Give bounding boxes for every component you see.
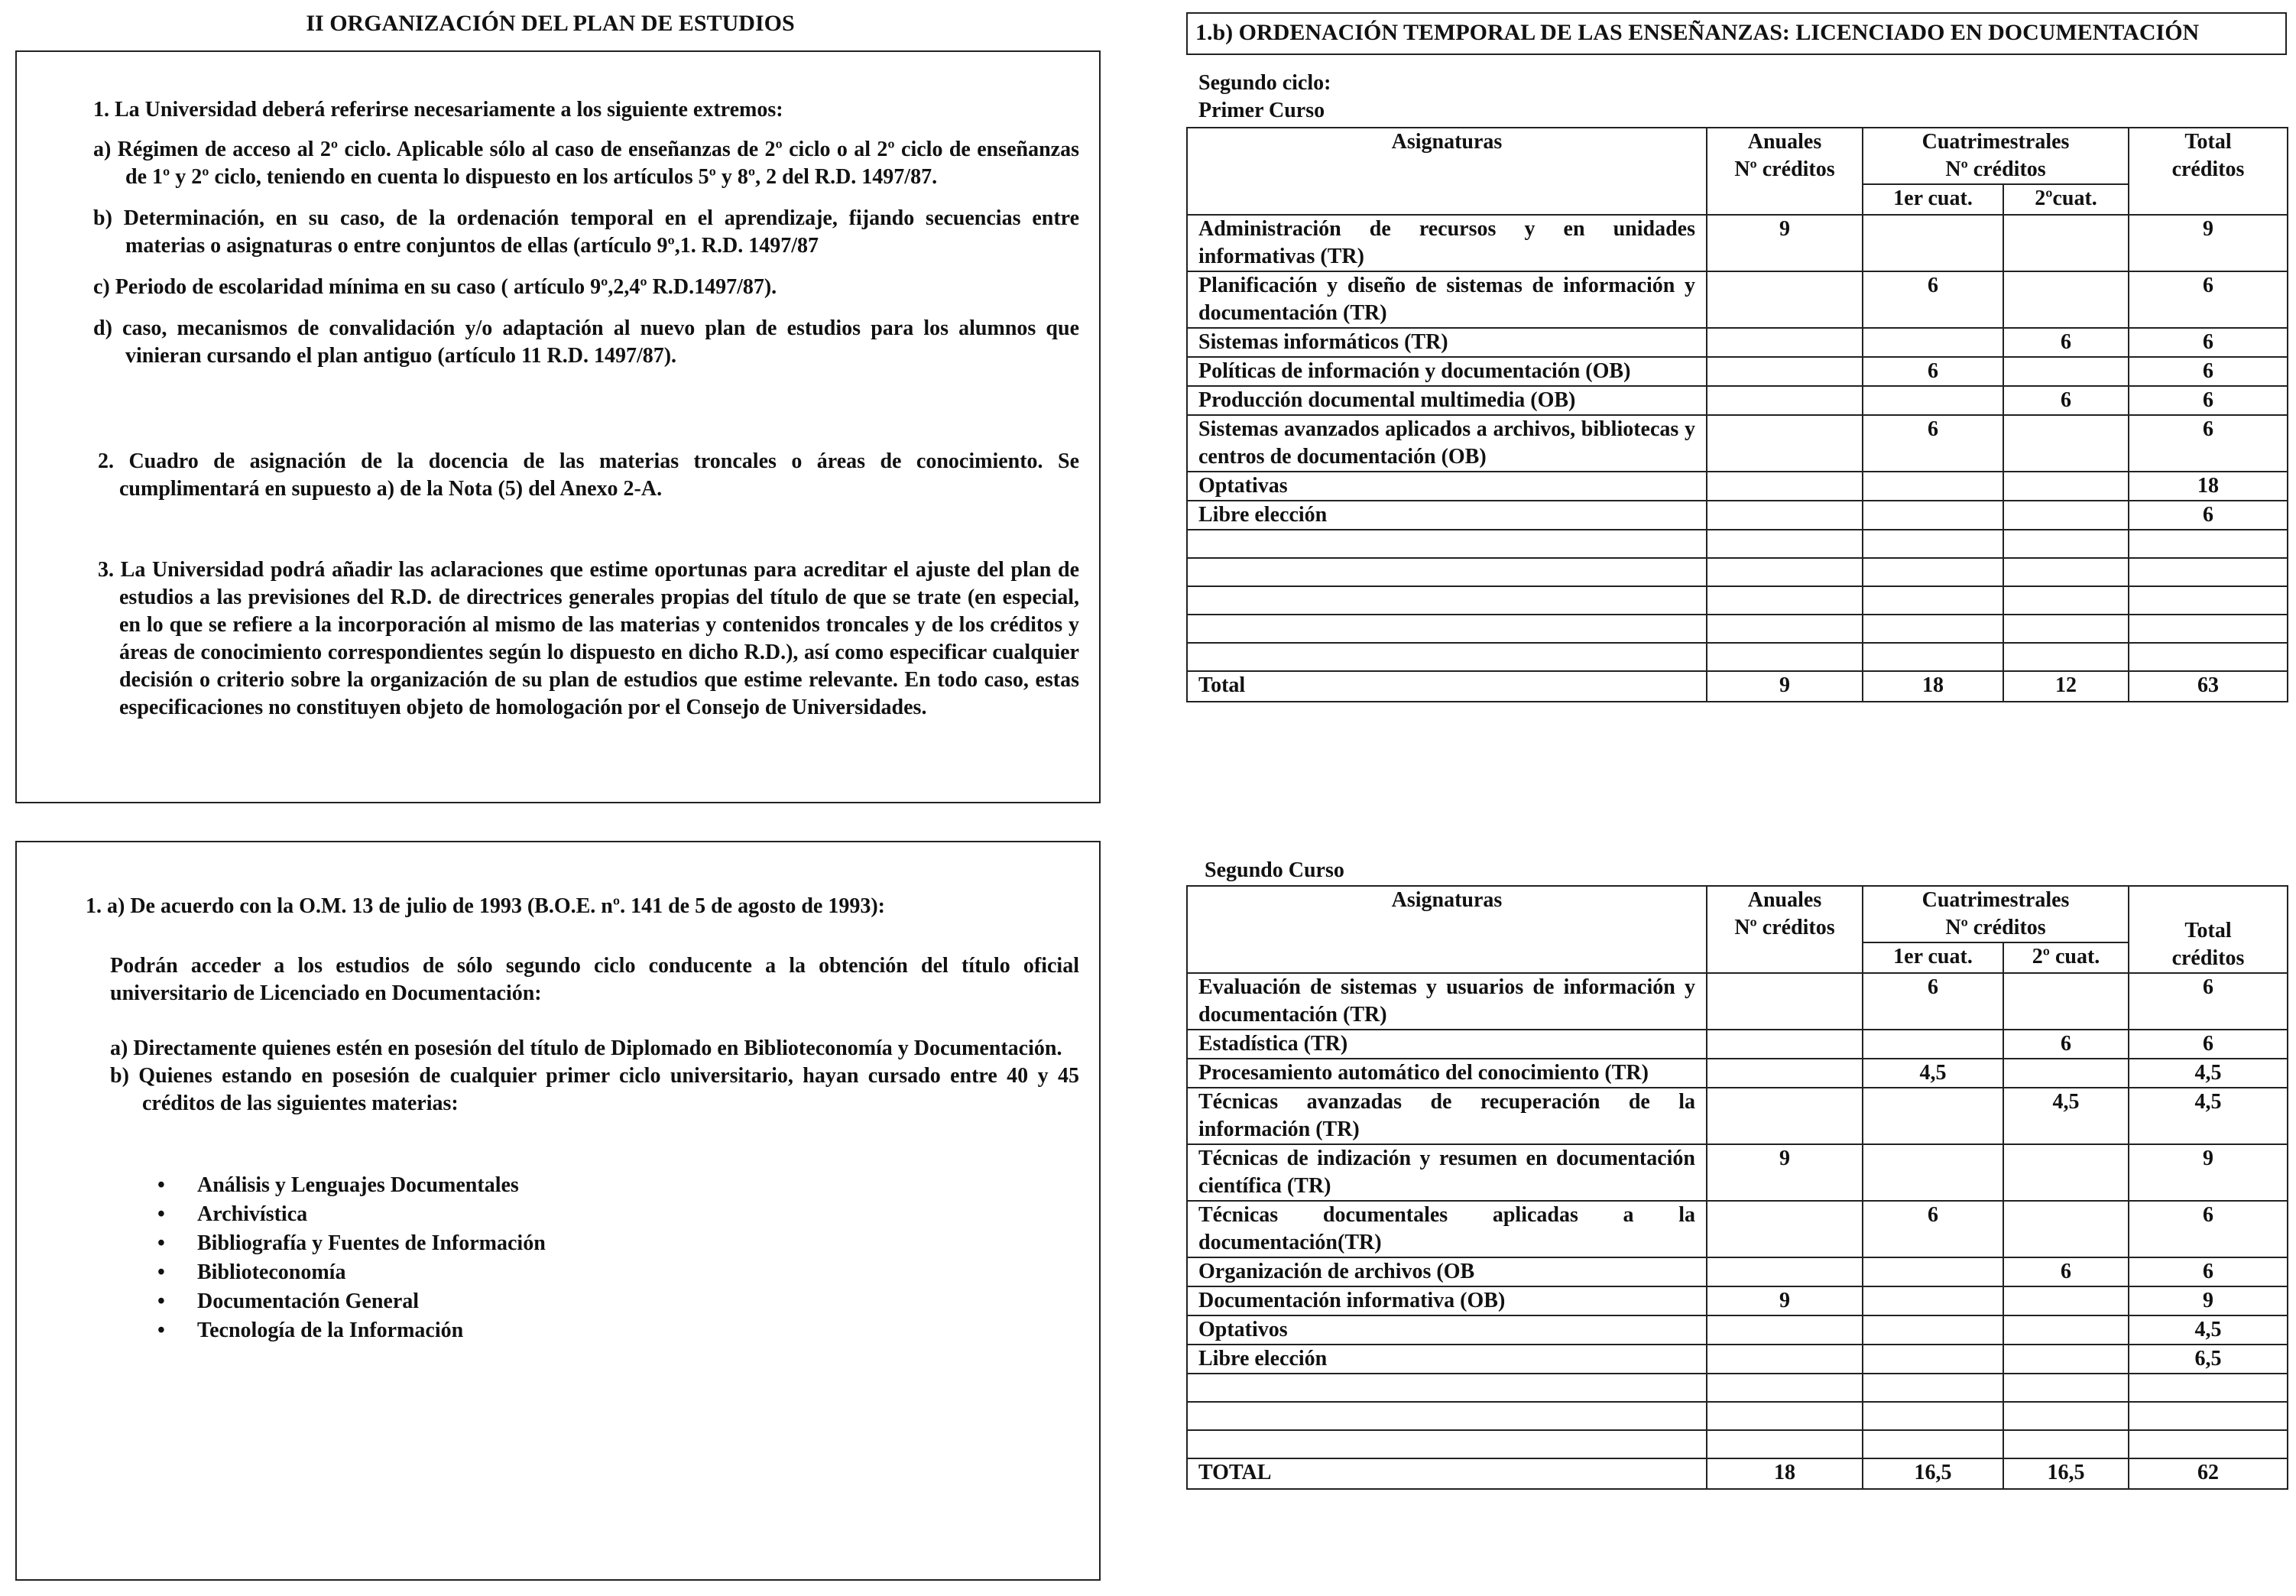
credits-cell (1707, 271, 1863, 328)
subject-cell (1187, 1402, 1707, 1430)
col-header-total: Total créditos (2129, 886, 2288, 973)
subject-cell (1187, 615, 1707, 643)
list-item: • Análisis y Lenguajes Documentales (157, 1171, 546, 1200)
table-row (1187, 415, 2288, 472)
access-paragraph: Podrán acceder a los estudios de sólo segundo ciclo conducente a la obtención del título oficial universitario de Licenciado en Documentación: (110, 954, 1079, 1005)
total-value: 9 (1707, 671, 1863, 702)
credits-cell (1707, 586, 1863, 615)
access-intro: 1. a) De acuerdo con la O.M. 13 de julio de 1993 (B.O.E. nº. 141 de 5 de agosto de 1993): (86, 894, 885, 918)
credits-cell (2003, 472, 2129, 501)
total-label: Total (1187, 671, 1707, 702)
col-header-anuales: Anuales Nº créditos (1707, 886, 1863, 973)
credits-cell (1863, 501, 2003, 530)
credits-cell (1863, 586, 2003, 615)
subject-cell: Libre elección (1187, 501, 1707, 530)
credits-cell (1707, 1402, 1863, 1430)
subject-cell: Estadística (TR) (1187, 1030, 1707, 1059)
table-row (1187, 530, 2288, 558)
table-row (1187, 1201, 2288, 1257)
requirement-2: 2. Cuadro de asignación de la docencia de las materias troncales o áreas de conocimiento. Se cumplimentará en supuesto a) de la Nota (5) del Anexo 2-A. (98, 449, 1079, 501)
credits-cell (1863, 615, 2003, 643)
credits-cell (1863, 1430, 2003, 1458)
table-row (1187, 973, 2288, 1030)
col-header-total: Total créditos (2129, 128, 2288, 215)
list-item: • Biblioteconomía (157, 1258, 546, 1287)
right-title (1186, 12, 2287, 55)
credits-cell: 6 (1863, 415, 2003, 472)
credits-cell (2003, 1059, 2129, 1088)
credits-cell (1707, 1059, 1863, 1088)
subject-cell: Técnicas de indización y resumen en documentación científica (TR) (1187, 1144, 1707, 1201)
credits-cell: 6 (2003, 1257, 2129, 1286)
table-row (1187, 1430, 2288, 1458)
credits-cell: 6 (2129, 501, 2288, 530)
subject-cell: Administración de recursos y en unidades informativas (TR) (1187, 215, 1707, 271)
credits-cell (2003, 1315, 2129, 1345)
credits-cell (2003, 415, 2129, 472)
credits-cell (2003, 558, 2129, 586)
requirement-1b: b) Determinación, en su caso, de la ordenación temporal en el aprendizaje, fijando secuencias entre materias o asignaturas o entre conjuntos de ellas (artículo 9º,1. R.D. 1497/87 (93, 206, 1079, 258)
credits-cell (1863, 1088, 2003, 1144)
subject-cell: Optativas (1187, 472, 1707, 501)
ciclo-label: Segundo ciclo: (1198, 71, 1331, 95)
credits-cell (2003, 643, 2129, 671)
credits-cell (1707, 357, 1863, 386)
subject-cell: Documentación informativa (OB) (1187, 1286, 1707, 1315)
total-value: 12 (2003, 671, 2129, 702)
credits-cell (1863, 1345, 2003, 1374)
col-header-cuatrimestrales: Cuatrimestrales Nº créditos (1863, 886, 2129, 942)
credits-cell: 6 (2129, 415, 2288, 472)
table-row (1187, 615, 2288, 643)
credits-cell (1863, 1315, 2003, 1345)
credits-cell (1863, 215, 2003, 271)
subject-cell (1187, 530, 1707, 558)
credits-cell: 9 (1707, 215, 1863, 271)
total-label: TOTAL (1187, 1458, 1707, 1489)
col-header-asignaturas: Asignaturas (1187, 886, 1707, 973)
credits-cell (2129, 1374, 2288, 1402)
credits-cell: 6 (2129, 1201, 2288, 1257)
access-item-a: a) Directamente quienes estén en posesión del título de Diplomado en Biblioteconomía y Documentación. (110, 1036, 1062, 1060)
table-row (1187, 586, 2288, 615)
total-row (1187, 1458, 2288, 1489)
credits-cell (2129, 615, 2288, 643)
curso2-label: Segundo Curso (1205, 858, 1344, 882)
credits-cell (1863, 1402, 2003, 1430)
right-title-text: 1.b) ORDENACIÓN TEMPORAL DE LAS ENSEÑANZAS: LICENCIADO EN DOCUMENTACIÓN (1195, 20, 2200, 45)
list-item: • Archivística (157, 1200, 546, 1229)
table-row (1187, 1286, 2288, 1315)
credits-cell (1707, 1315, 1863, 1345)
credits-cell (1707, 1201, 1863, 1257)
credits-cell: 9 (2129, 215, 2288, 271)
credits-cell (1707, 530, 1863, 558)
table-row (1187, 1315, 2288, 1345)
col-header-cuat1: 1er cuat. (1863, 184, 2003, 215)
total-row (1187, 671, 2288, 702)
total-value: 63 (2129, 671, 2288, 702)
credits-cell: 6 (1863, 271, 2003, 328)
credits-cell (2003, 1402, 2129, 1430)
credits-cell (1707, 328, 1863, 357)
credits-cell: 4,5 (1863, 1059, 2003, 1088)
credits-cell: 6 (2129, 1030, 2288, 1059)
table-row (1187, 271, 2288, 328)
table-row (1187, 386, 2288, 415)
col-header-cuat2: 2ºcuat. (2003, 184, 2129, 215)
requirement-3: 3. La Universidad podrá añadir las aclaraciones que estime oportunas para acreditar el ajuste del plan de estudios a las previsiones del R.D. de directrices generales propias del título de que se trate (en especial, en lo que se refiere a la incorporación al mismo de las materias y contenidos troncales y de los créditos y áreas de conocimiento correspondientes según lo dispuesto en dicho R.D.), así como especificar cualquier decisión o criterio sobre la organización de su plan de estudios que estime relevante. En todo caso, estas especificaciones no constituyen objeto de homologación por el Consejo de Universidades. (98, 558, 1079, 719)
credits-cell: 6 (2003, 386, 2129, 415)
col-header-cuat1: 1er cuat. (1863, 942, 2003, 973)
credits-cell (2129, 1402, 2288, 1430)
credits-cell (2003, 501, 2129, 530)
credits-cell (2129, 530, 2288, 558)
table-row (1187, 328, 2288, 357)
credits-cell (1707, 1374, 1863, 1402)
subject-cell: Planificación y diseño de sistemas de información y documentación (TR) (1187, 271, 1707, 328)
credits-cell (2003, 1201, 2129, 1257)
requirement-1a: a) Régimen de acceso al 2º ciclo. Aplicable sólo al caso de enseñanzas de 2º ciclo o al 2º ciclo de enseñanzas de 1º y 2º ciclo, teniendo en cuenta lo dispuesto en los artículos 5º y 8º, 2 del R.D. 1497/87. (93, 138, 1079, 189)
segundo-curso-table (1186, 885, 2288, 1490)
credits-cell (2003, 530, 2129, 558)
credits-cell: 6 (1863, 1201, 2003, 1257)
credits-cell (1707, 1345, 1863, 1374)
credits-cell (1863, 472, 2003, 501)
table-row (1187, 472, 2288, 501)
access-box (15, 841, 1101, 1581)
table-row (1187, 1059, 2288, 1088)
credits-cell: 6 (1863, 973, 2003, 1030)
credits-cell (2129, 558, 2288, 586)
credits-cell (1863, 1030, 2003, 1059)
table-row (1187, 215, 2288, 271)
credits-cell: 4,5 (2003, 1088, 2129, 1144)
table-row (1187, 1088, 2288, 1144)
col-header-asignaturas: Asignaturas (1187, 128, 1707, 215)
col-header-anuales: Anuales Nº créditos (1707, 128, 1863, 215)
col-header-cuatrimestrales: Cuatrimestrales Nº créditos (1863, 128, 2129, 184)
credits-cell (1707, 1257, 1863, 1286)
subject-cell (1187, 1374, 1707, 1402)
credits-cell: 6 (2003, 1030, 2129, 1059)
credits-cell (1707, 472, 1863, 501)
subject-cell (1187, 586, 1707, 615)
credits-cell: 18 (2129, 472, 2288, 501)
curso1-label: Primer Curso (1198, 99, 1325, 122)
table-row (1187, 558, 2288, 586)
total-value: 16,5 (2003, 1458, 2129, 1489)
credits-cell (1707, 1430, 1863, 1458)
credits-cell (1707, 386, 1863, 415)
credits-cell (2003, 1286, 2129, 1315)
credits-cell: 6 (2129, 1257, 2288, 1286)
credits-cell (1863, 1144, 2003, 1201)
subject-cell: Sistemas avanzados aplicados a archivos, bibliotecas y centros de documentación (OB) (1187, 415, 1707, 472)
credits-cell (2003, 1374, 2129, 1402)
table-row (1187, 1374, 2288, 1402)
table-row (1187, 1257, 2288, 1286)
credits-cell (1863, 530, 2003, 558)
subject-cell (1187, 558, 1707, 586)
credits-cell (1707, 643, 1863, 671)
credits-cell (2003, 973, 2129, 1030)
subject-cell: Sistemas informáticos (TR) (1187, 328, 1707, 357)
credits-cell (1707, 415, 1863, 472)
credits-cell (2129, 1430, 2288, 1458)
list-item: • Documentación General (157, 1287, 546, 1316)
credits-cell: 4,5 (2129, 1088, 2288, 1144)
credits-cell: 9 (1707, 1144, 1863, 1201)
total-value: 62 (2129, 1458, 2288, 1489)
credits-cell (1707, 501, 1863, 530)
credits-cell (1863, 1374, 2003, 1402)
list-item: • Tecnología de la Información (157, 1316, 546, 1345)
credits-cell (2003, 615, 2129, 643)
total-value: 18 (1863, 671, 2003, 702)
credits-cell: 6 (2129, 328, 2288, 357)
credits-cell: 6 (2129, 357, 2288, 386)
credits-cell (2003, 357, 2129, 386)
table-row (1187, 1345, 2288, 1374)
credits-cell (2003, 1144, 2129, 1201)
subject-cell: Procesamiento automático del conocimiento (TR) (1187, 1059, 1707, 1088)
credits-cell (2003, 215, 2129, 271)
table-row (1187, 501, 2288, 530)
credits-cell (1707, 558, 1863, 586)
list-item: • Bibliografía y Fuentes de Información (157, 1229, 546, 1258)
credits-cell (1863, 1286, 2003, 1315)
credits-cell (1863, 558, 2003, 586)
table-row (1187, 1030, 2288, 1059)
left-title: II ORGANIZACIÓN DEL PLAN DE ESTUDIOS (306, 11, 795, 36)
credits-cell (1863, 328, 2003, 357)
subject-cell: Evaluación de sistemas y usuarios de información y documentación (TR) (1187, 973, 1707, 1030)
requirement-1-intro: 1. La Universidad deberá referirse necesariamente a los siguiente extremos: (93, 98, 783, 122)
table-row (1187, 643, 2288, 671)
credits-cell: 6 (2129, 271, 2288, 328)
table-row (1187, 1402, 2288, 1430)
credits-cell: 6,5 (2129, 1345, 2288, 1374)
subject-cell: Optativos (1187, 1315, 1707, 1345)
credits-cell (1863, 643, 2003, 671)
credits-cell: 4,5 (2129, 1315, 2288, 1345)
credits-cell: 6 (1863, 357, 2003, 386)
subject-cell: Producción documental multimedia (OB) (1187, 386, 1707, 415)
credits-cell: 6 (2003, 328, 2129, 357)
subject-cell (1187, 1430, 1707, 1458)
subject-cell: Técnicas avanzadas de recuperación de la información (TR) (1187, 1088, 1707, 1144)
credits-cell (1863, 386, 2003, 415)
subject-cell: Técnicas documentales aplicadas a la documentación(TR) (1187, 1201, 1707, 1257)
subject-cell: Políticas de información y documentación (OB) (1187, 357, 1707, 386)
subject-cell: Libre elección (1187, 1345, 1707, 1374)
credits-cell (2003, 271, 2129, 328)
subject-cell: Organización de archivos (OB (1187, 1257, 1707, 1286)
requirement-1d: d) caso, mecanismos de convalidación y/o adaptación al nuevo plan de estudios para los alumnos que vinieran cursando el plan antiguo (artículo 11 R.D. 1497/87). (93, 316, 1079, 368)
subject-cell (1187, 643, 1707, 671)
credits-cell: 6 (2129, 386, 2288, 415)
credits-cell: 6 (2129, 973, 2288, 1030)
requirements-box (15, 50, 1101, 803)
primer-curso-table (1186, 127, 2288, 702)
credits-cell: 9 (2129, 1286, 2288, 1315)
credits-cell (1707, 615, 1863, 643)
credits-cell (2129, 586, 2288, 615)
credits-cell (2129, 643, 2288, 671)
credits-cell (1707, 973, 1863, 1030)
credits-cell (2003, 586, 2129, 615)
col-header-cuat2: 2º cuat. (2003, 942, 2129, 973)
credits-cell: 9 (1707, 1286, 1863, 1315)
total-value: 16,5 (1863, 1458, 2003, 1489)
table-row (1187, 1144, 2288, 1201)
access-item-b: b) Quienes estando en posesión de cualquier primer ciclo universitario, hayan cursado entre 40 y 45 créditos de las siguientes materias: (110, 1064, 1079, 1115)
credits-cell (1707, 1088, 1863, 1144)
total-value: 18 (1707, 1458, 1863, 1489)
credits-cell (1707, 1030, 1863, 1059)
table-row (1187, 357, 2288, 386)
credits-cell: 4,5 (2129, 1059, 2288, 1088)
credits-cell: 9 (2129, 1144, 2288, 1201)
requirement-1c: c) Periodo de escolaridad mínima en su caso ( artículo 9º,2,4º R.D.1497/87). (93, 275, 777, 299)
credits-cell (2003, 1430, 2129, 1458)
credits-cell (1863, 1257, 2003, 1286)
credits-cell (2003, 1345, 2129, 1374)
